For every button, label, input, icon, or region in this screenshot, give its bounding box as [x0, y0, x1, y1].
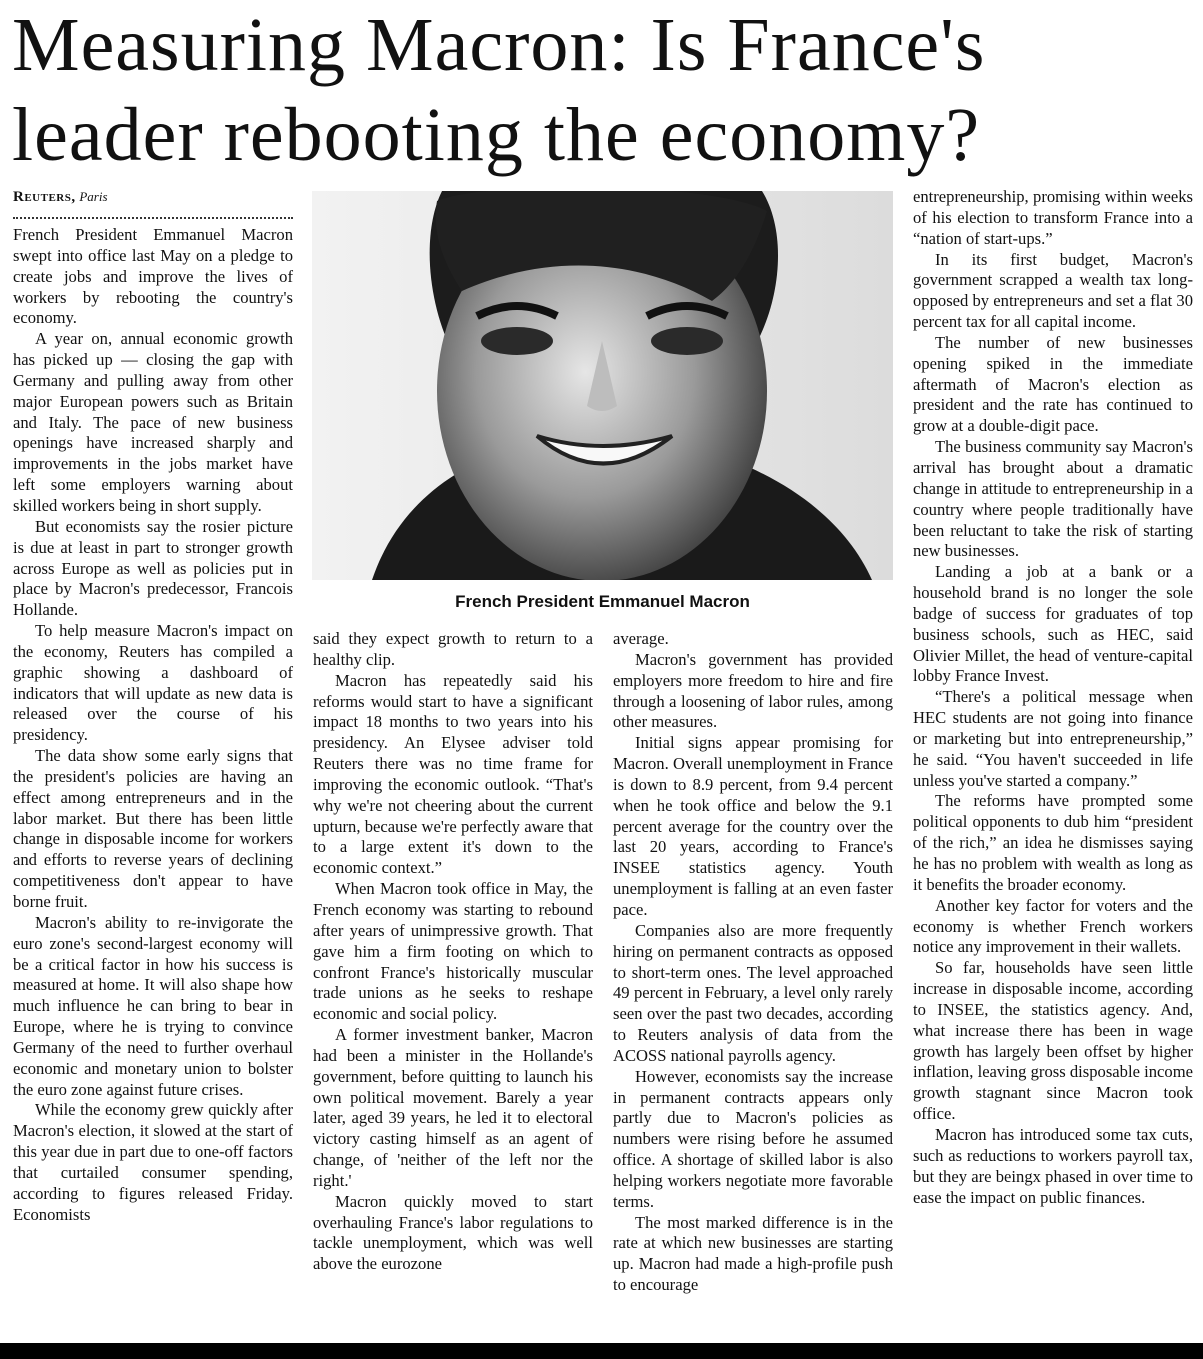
paragraph: Macron's government has provided employers more freedom to hire and fire through a loosening of labor rules, among other measures.	[613, 649, 893, 732]
portrait-illustration	[312, 191, 893, 580]
byline-place: Paris	[79, 189, 108, 204]
paragraph: To help measure Macron's impact on the economy, Reuters has compiled a graphic showing a dashboard of indicators that will update as new data is released over the course of his presidency.	[13, 621, 293, 745]
paragraph: The business community say Macron's arrival has brought about a dramatic change in attitude to entrepreneurship in a country where people traditionally have been reluctant to take the risk of starting new businesses.	[913, 437, 1193, 561]
paragraph: Macron's ability to re-invigorate the euro zone's second-largest economy will be a critical factor in how his success is measured at home. It will also shape how much influence he can bring to bear in Europe, where he is trying to convince Germany of the need to further overhaul economic and monetary union to bolster the euro zone against future crises.	[13, 912, 293, 1099]
page-bottom-border	[0, 1343, 1203, 1359]
paragraph: Macron has introduced some tax cuts, such as reductions to workers payroll tax, but they are beingx phased in over time to ease the impact on public finances.	[913, 1124, 1193, 1207]
paragraph: The reforms have prompted some political opponents to dub him “president of the rich,” an idea he dismisses saying he has no problem with wealth as long as it benefits the broader economy.	[913, 791, 1193, 894]
paragraph: “There's a political message when HEC students are not going into finance or marketing but into entrepreneurship,” he said. “You haven't succeeded in life unless you've started a company.”	[913, 687, 1193, 790]
photo-caption: French President Emmanuel Macron	[455, 592, 750, 611]
byline-divider	[13, 217, 293, 219]
paragraph: In its first budget, Macron's government scrapped a wealth tax long-opposed by entrepreneurs and set a flat 30 percent tax for all capital income.	[913, 249, 1193, 332]
macron-photo	[312, 191, 893, 580]
paragraph: Initial signs appear promising for Macron. Overall unemployment in France is down to 8.9 percent, from 9.4 percent when he took office and below the 9.1 percent average for the country over the last 20 years, according to France's INSEE statistics agency. Youth unemployment is falling at an even faster pace.	[613, 733, 893, 919]
article-column-4	[913, 187, 1193, 1208]
paragraph: Another key factor for voters and the economy is whether French workers notice any improvement in their wallets.	[913, 895, 1193, 957]
paragraph: entrepreneurship, promising within weeks of his election to transform France into a “nation of start-ups.”	[913, 187, 1193, 248]
paragraph: However, economists say the increase in permanent contracts appears only partly due to Macron's policies as numbers were rising before he assumed office. A shortage of skilled labor is also helping workers negotiate more favorable terms.	[613, 1066, 893, 1211]
paragraph: The number of new businesses opening spiked in the immediate aftermath of Macron's election as president and the rate has continued to grow at a double-digit pace.	[913, 332, 1193, 436]
headline: Measuring Macron: Is France's leader rebooting the economy?	[12, 3, 986, 177]
paragraph: Macron has repeatedly said his reforms would start to have a significant impact 18 months to two years into his presidency. An Elysee adviser told Reuters there was no time frame for improving the economic outlook. “That's why we're not cheering about the current upturn, because we're perfectly aware that to a large extent it's down to the economic context.”	[313, 670, 593, 878]
byline	[13, 187, 293, 207]
paragraph: A year on, annual economic growth has picked up — closing the gap with Germany and pulling away from other major European powers such as Britain and Italy. The pace of new business openings have increased sharply and improvements in the jobs market have left some employers warning about skilled workers being in short supply.	[13, 329, 293, 515]
paragraph: Companies also are more frequently hiring on permanent contracts as opposed to short-term ones. The level approached 49 percent in February, a level only rarely seen over the past two decades, according to Reuters analysis of data from the ACOSS national payrolls agency.	[613, 920, 893, 1065]
paragraph: The data show some early signs that the president's policies are having an effect among entrepreneurs and in the labor market. But there has been little change in disposable income for workers and efforts to reverse years of declining competitiveness don't appear to have borne fruit.	[13, 746, 293, 911]
paragraph: When Macron took office in May, the French economy was starting to rebound after years of unimpressive growth. That gave him a firm footing on which to confront France's historically muscular trade unions as he seeks to reshape economic and social policy.	[313, 879, 593, 1024]
paragraph: But economists say the rosier picture is due at least in part to stronger growth across Europe as well as policies put in place by Macron's predecessor, Francois Hollande.	[13, 516, 293, 620]
paragraph: Landing a job at a bank or a household brand is no longer the sole badge of success for graduates of top business schools, such as HEC, said Olivier Millet, the head of venture-capital lobby France Invest.	[913, 562, 1193, 686]
byline-agency: Reuters,	[13, 189, 76, 205]
article-column-2	[313, 629, 593, 1275]
paragraph: said they expect growth to return to a healthy clip.	[313, 629, 593, 669]
paragraph: French President Emmanuel Macron swept into office last May on a pledge to create jobs and improve the lives of workers by rebooting the country's economy.	[13, 225, 293, 328]
paragraph: A former investment banker, Macron had been a minister in the Hollande's government, before quitting to launch his own political movement. Barely a year later, aged 39 years, he led it to electoral victory casting himself as an agent of change, of 'neither of the left nor the right.'	[313, 1025, 593, 1190]
paragraph: The most marked difference is in the rate at which new businesses are starting up. Macron had made a high-profile push to encourage	[613, 1212, 893, 1295]
paragraph: average.	[613, 629, 669, 648]
paragraph: So far, households have seen little increase in disposable income, according to INSEE, the statistics agency. And, what increase there has been in wage growth has largely been offset by higher inflation, leaving gross disposable income growth stagnant since Macron took office.	[913, 958, 1193, 1124]
article-column-3	[613, 629, 893, 1296]
paragraph: While the economy grew quickly after Macron's election, it slowed at the start of this year due in part due to one-off factors that curtailed consumer spending, according to figures released Friday. Economists	[13, 1100, 293, 1224]
paragraph: Macron quickly moved to start overhauling France's labor regulations to tackle unemployment, which was well above the eurozone	[313, 1191, 593, 1274]
article-column-1	[13, 187, 293, 1226]
